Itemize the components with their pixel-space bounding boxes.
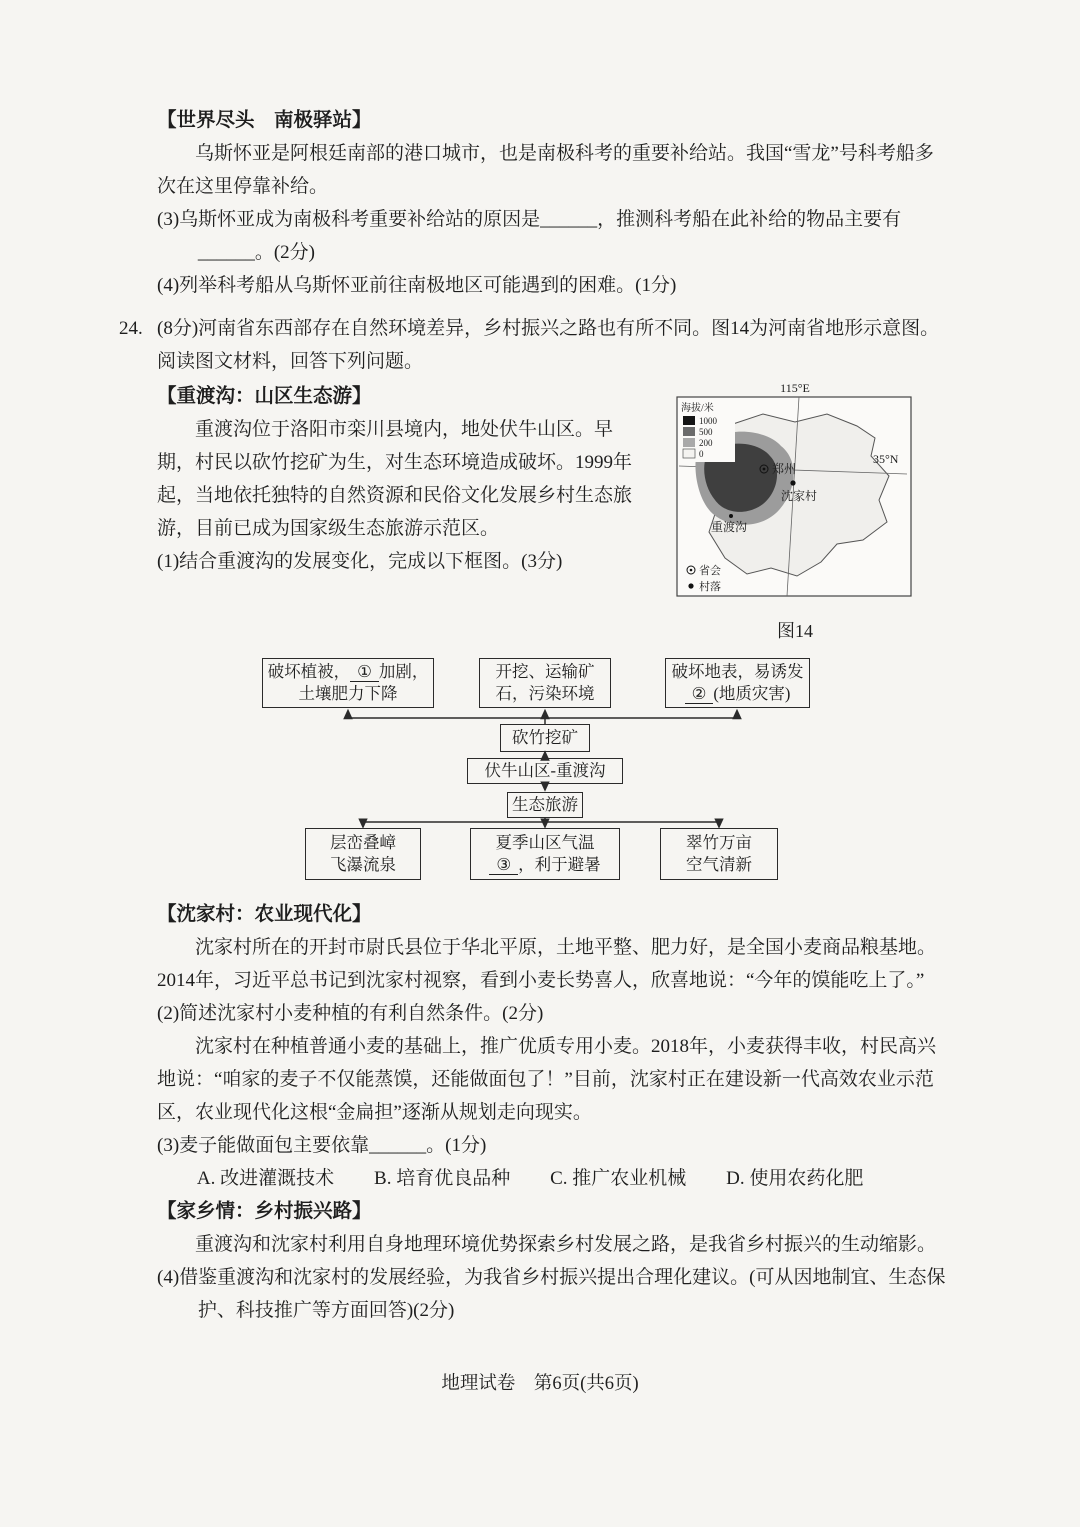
box-scenery-line2: 飞瀑流泉 <box>330 855 396 874</box>
legend-village-label: 村落 <box>699 581 721 593</box>
box-summer-temp-post: ，利于避暑 <box>518 855 601 874</box>
map-caption: 图14 <box>777 621 813 641</box>
box-fresh-air-line1: 翠竹万亩 <box>686 833 752 852</box>
box-mining-pollution-text: 开挖、运输矿石，污染环境 <box>495 662 595 703</box>
box-vegetation-text <box>266 661 430 705</box>
flowchart-box-vegetation <box>262 658 434 708</box>
map-label-village: 沈家村 <box>781 489 818 503</box>
box-mining-text: 砍竹挖矿 <box>512 728 578 747</box>
capital-icon-dot <box>763 468 766 471</box>
jiaxiang-paragraph: 重渡沟和沈家村利用自身地理环境优势探索乡村发展之路，是我省乡村振兴的生动缩影。 <box>195 1234 937 1255</box>
antarctic-question-4: (4)列举科考船从乌斯怀亚前往南极地区可能遇到的困难。(1分) <box>157 275 677 296</box>
elev-swatch-200 <box>683 438 695 447</box>
flowchart-figure <box>137 656 957 894</box>
question-24-4: (4)借鉴重渡沟和沈家村的发展经验，为我省乡村振兴提出合理化建议。(可从因地制宜、生态保护、科技推广等方面回答)(2分) <box>157 1267 946 1321</box>
elev-tick-0: 0 <box>699 449 704 459</box>
flowchart-box-tourism <box>507 792 583 818</box>
village-icon <box>790 480 795 485</box>
section-jiaxiang <box>157 1195 947 1327</box>
page-footer: 地理试卷 第6页(共6页) <box>441 1374 639 1394</box>
question-24-3: (3)麦子能做面包主要依靠______。(1分) <box>157 1135 487 1156</box>
legend-capital-icon-dot <box>690 569 693 572</box>
zhongdugou-paragraph: 重渡沟位于洛阳市栾川县境内，地处伏牛山区。早期，村民以砍竹挖矿为生，对生态环境造成破坏。1999年起，当地依托独特的自然资源和民俗文化发展乡村生态旅游，目前已成为国家级生态旅游示范区。 <box>157 419 633 539</box>
legend-village-icon <box>688 583 693 588</box>
antarctic-heading: 【世界尽头 南极驿站】 <box>157 110 372 131</box>
box-vegetation-pre: 破坏植被， <box>267 662 351 681</box>
elev-legend-title: 海拔/米 <box>681 403 714 414</box>
flowchart-box-geohazard <box>665 658 810 708</box>
shenjiacun-paragraph-1: 沈家村所在的开封市尉氏县位于华北平原，土地平整、肥力好，是全国小麦商品粮基地。2014年，习近平总书记到沈家村视察，看到小麦长势喜人，欣喜地说：“今年的馍能吃上了。” <box>157 937 937 991</box>
zhongdugou-column <box>157 380 639 648</box>
flowchart-box-mountain <box>467 758 623 784</box>
elev-swatch-1000 <box>683 416 695 425</box>
box-tourism-text: 生态旅游 <box>512 795 578 814</box>
box-scenery-line1: 层峦叠嶂 <box>330 833 396 852</box>
antarctic-question-3: (3)乌斯怀亚成为南极科考重要补给站的原因是______，推测科考船在此补给的物品主要有______。(2分) <box>157 209 902 263</box>
flowchart-box-summer-temp <box>470 828 620 880</box>
box-geohazard-text <box>669 661 806 705</box>
box-summer-temp-pre: 夏季山区气温 <box>495 833 595 852</box>
question-24-3-options <box>157 1162 947 1195</box>
flowchart-box-mining <box>500 724 590 752</box>
question-24-2: (2)简述沈家村小麦种植的有利自然条件。(2分) <box>157 1003 544 1024</box>
two-column-block <box>157 380 947 648</box>
map-label-capital: 郑州 <box>772 462 797 476</box>
flowchart-box-scenery <box>305 828 421 880</box>
option-d: D. 使用农药化肥 <box>726 1168 864 1189</box>
legend-capital-label: 省会 <box>699 565 721 577</box>
option-b: B. 培育优良品种 <box>374 1168 511 1189</box>
elev-tick-500: 500 <box>699 427 713 437</box>
antarctic-paragraph: 乌斯怀亚是阿根廷南部的港口城市，也是南极科考的重要补给站。我国“雪龙”号科考船多次在这里停靠补给。 <box>157 143 934 197</box>
map-lon-label: 115°E <box>780 381 810 395</box>
shenjiacun-heading: 【沈家村：农业现代化】 <box>157 904 372 925</box>
question-24-intro: (8分)河南省东西部存在自然环境差异，乡村振兴之路也有所不同。图14为河南省地形示意图。阅读图文材料，回答下列问题。 <box>157 318 940 372</box>
henan-map <box>675 380 915 602</box>
box-vegetation-post: 加剧，土壤肥力下降 <box>298 662 429 703</box>
flowchart-box-fresh-air <box>660 828 778 880</box>
box-geohazard-post: (地质灾害) <box>713 684 791 703</box>
elev-swatch-0 <box>683 449 695 458</box>
flowchart-box-mining-pollution <box>479 658 611 708</box>
elev-swatch-500 <box>683 427 695 436</box>
elev-tick-200: 200 <box>699 438 713 448</box>
map-column <box>675 380 915 648</box>
blank-1: ① <box>350 662 379 682</box>
blank-2: ② <box>685 684 714 704</box>
box-summer-temp-text <box>474 832 616 876</box>
site-icon <box>729 514 733 518</box>
question-24-1: (1)结合重渡沟的发展变化，完成以下框图。(3分) <box>157 551 563 572</box>
section-antarctic <box>157 104 947 302</box>
box-fresh-air-line2: 空气清新 <box>686 855 752 874</box>
shenjiacun-paragraph-2: 沈家村在种植普通小麦的基础上，推广优质专用小麦。2018年，小麦获得丰收，村民高兴地说：“咱家的麦子不仅能蒸馍，还能做面包了！”目前，沈家村正在建设新一代高效农业示范区，农业现代化这根“金扁担”逐渐从规划走向现实。 <box>157 1036 937 1123</box>
section-shenjiacun <box>157 898 947 1195</box>
blank-3: ③ <box>489 855 518 875</box>
box-mountain-text: 伏牛山区-重渡沟 <box>484 761 606 780</box>
map-label-site: 重渡沟 <box>711 520 748 534</box>
map-lat-label: 35°N <box>873 452 899 466</box>
option-c: C. 推广农业机械 <box>550 1168 687 1189</box>
option-a: A. 改进灌溉技术 <box>196 1168 335 1189</box>
box-geohazard-pre: 破坏地表，易诱发 <box>671 662 804 681</box>
zhongdugou-heading: 【重渡沟：山区生态游】 <box>157 386 372 407</box>
henan-map-figure <box>675 380 915 648</box>
elev-tick-1000: 1000 <box>699 416 717 426</box>
jiaxiang-heading: 【家乡情：乡村振兴路】 <box>157 1201 372 1222</box>
question-24-number: 24. <box>119 318 143 339</box>
question-24 <box>119 312 947 1327</box>
